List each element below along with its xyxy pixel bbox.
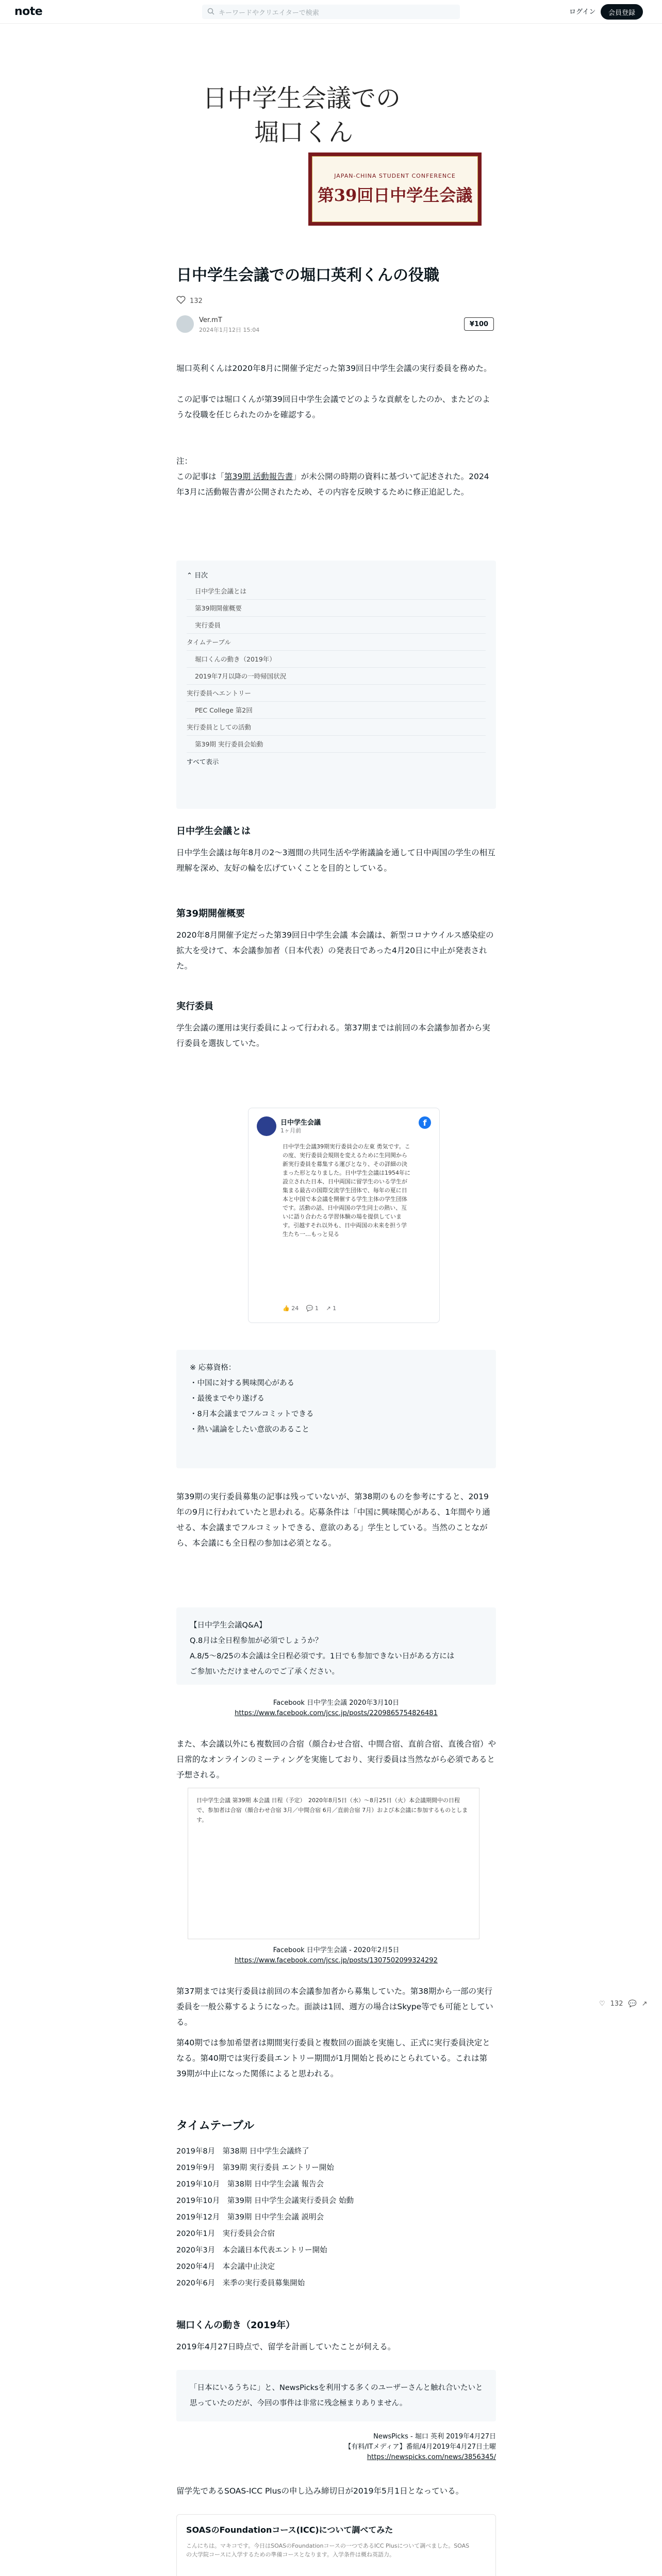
newspicks-quote — [176, 2370, 496, 2421]
section-body-committee: 学生会議の運用は実行委員によって行われる。第37期までは前回の本会議参加者から実行委員を選抜していた。 — [176, 1023, 490, 1048]
search-input[interactable] — [202, 5, 460, 19]
chevron-up-icon: ⌃ — [187, 572, 195, 580]
hero-title-line2: 堀口くん — [254, 118, 354, 147]
timeline-row: 2019年9月 第39期 実行委員 エントリー開始 — [176, 2164, 334, 2172]
note-text-a: この記事は「 — [176, 472, 225, 481]
newspicks-caption-link[interactable]: https://newspicks.com/news/3856345/ — [367, 2453, 496, 2461]
fb-avatar — [257, 1116, 276, 1136]
like-bar — [176, 296, 203, 306]
toc-heading[interactable] — [187, 570, 486, 580]
author-meta — [176, 315, 496, 336]
committee-paragraph-2: 第39期の実行委員募集の記事は残っていないが、第38期のものを参考にすると、2019年の9月に行われていたと思われる。応募条件は「中国に興味関心がある、1年間やり通せる、本会議までフルコミットできる、意欲のある」学生としている。当然のことながら、本会議にも全日程の参加は必須となる。 — [176, 1492, 490, 1548]
fb-caption-1-text: Facebook 日中学生会議 2020年3月10日 — [273, 1699, 400, 1707]
toc-item[interactable]: 第39期 実行委員会始動 — [187, 736, 486, 753]
newspicks-caption — [176, 2432, 496, 2463]
heart-icon[interactable]: ♡ — [599, 2000, 605, 2008]
qa-line: Q.8月は全日程参加が必須でしょうか？ — [190, 1637, 323, 1645]
fb-post-text: 日中学生会議39期実行委員会の左東 勇気です。この度、実行委員会規則を変えるために生同関から新実行委員を募集する運びとなり、その詳細の決まった形となりました。日中学生会議は1954年に設立された日本、日中両国に留学生のいる学生が集まる最古の国際交流学生団体で、毎年の夏に日本と中国で本会議を開催する学生主体の学生団体です。活動の話、日中両国の学生同士の熱い、互いに語り合わたる学習体験の場を提供しています。引越すそれ以外も、日中両国の未来を担う学生たち一…もっと見る — [283, 1143, 410, 1238]
like-count: 132 — [190, 297, 203, 305]
newspicks-caption-sub: 【有料/ITメディア】番組/4月2019年4月27日土曜 — [344, 2443, 496, 2451]
toc-item[interactable]: 第39期開催概要 — [187, 600, 486, 617]
section-title-2019: 堀口くんの動き（2019年） — [176, 2320, 295, 2331]
section-2019-paragraph-2: 留学先であるSOAS-ICC Plusの申し込み締切日が2019年5月1日となっている。 — [176, 2486, 464, 2496]
schedule-image: 日中学生会議 第39期 本会議 日程（予定） 2020年8月5日（水）〜8月25日（火）本会議期間中の日程で、参加者は合宿（顔合わせ合宿 3月／中間合宿 6月／直前合宿 7月）および本会議に参加するものとします。 — [188, 1788, 479, 1939]
recruit-line: ・最後までやり遂げる — [190, 1395, 264, 1403]
embed-card[interactable] — [176, 2514, 496, 2576]
recruit-line: ・8月本会議までフルコミットできる — [190, 1410, 314, 1418]
toc-item[interactable]: タイムテーブル — [187, 634, 486, 651]
comment-icon[interactable]: 💬 — [628, 2000, 637, 2008]
article-title: 日中学生会議での堀口英利くんの役職 — [176, 266, 439, 284]
timeline-row: 2019年12月 第39期 日中学生会議 説明会 — [176, 2213, 324, 2222]
qa-box — [176, 1607, 496, 1685]
timeline-list — [176, 2143, 496, 2292]
signup-button[interactable]: 会員登録 — [601, 4, 643, 20]
timeline-row: 2020年3月 本会議日本代表エントリー開始 — [176, 2246, 327, 2255]
fb-page-name[interactable]: 日中学生会議 — [280, 1119, 321, 1127]
price-badge[interactable]: ¥100 — [464, 317, 494, 331]
qa-line: 【日中学生会議Q&A】 — [190, 1621, 267, 1630]
report-link[interactable]: 第39期 活動報告書 — [224, 472, 293, 481]
toc-item[interactable]: 日中学生会議とは — [187, 583, 486, 600]
embed-card-title[interactable]: SOASのFoundationコース(ICC)について調べてみた — [186, 2525, 393, 2535]
timeline-row: 2020年4月 本会議中止決定 — [176, 2263, 275, 2271]
section-title-overview: 第39期開催概要 — [176, 908, 245, 919]
fb-caption-1 — [176, 1698, 496, 1719]
timeline-row: 2019年8月 第38期 日中学生会議終了 — [176, 2147, 309, 2156]
site-header — [0, 0, 662, 24]
note-text-b: 」が未公開の時期の資料に基づいて記述された。2024年3月に活動報告書が公開されたため、その内容を反映するために修正追記した。 — [176, 472, 489, 497]
table-of-contents — [176, 561, 496, 809]
toc-heading-label: 目次 — [194, 572, 208, 580]
badge-big-text: 第39回日中学生会議 — [317, 185, 473, 205]
toc-item[interactable]: 実行委員へエントリー — [187, 685, 486, 702]
newspicks-quote-text: 「日本にいるうちに」と、NewsPicksを利用する多くのユーザーさんと触れ合いたいと思っていたのだが、今回の事件は非常に残念極まりありません。 — [190, 2384, 483, 2408]
publish-date: 2024年1月12日 15:04 — [199, 327, 260, 333]
floating-like-count: 132 — [610, 2000, 623, 2008]
toc-item[interactable]: 実行委員 — [187, 617, 486, 634]
timeline-row: 2019年10月 第38期 日中学生会議 報告会 — [176, 2180, 324, 2189]
recruit-box — [176, 1350, 496, 1468]
search-icon — [207, 7, 214, 17]
qa-line: A.8/5〜8/25の本会議は全日程必須です。1日でも参加できない日がある方には — [190, 1652, 455, 1660]
author-name[interactable]: Ver.mT — [199, 316, 222, 324]
toc-show-all-button[interactable]: すべて表示 — [187, 758, 219, 766]
facebook-icon: f — [419, 1116, 431, 1129]
search-placeholder: キーワードやクリエイターで検索 — [219, 9, 319, 17]
fb-caption-2-link[interactable]: https://www.facebook.com/jcsc.jp/posts/1307502099324292 — [235, 1957, 438, 1964]
fb-caption-2 — [176, 1945, 496, 1966]
section-title-committee: 実行委員 — [176, 1001, 213, 1012]
facebook-embed[interactable] — [248, 1108, 440, 1323]
recruit-line: ・熱い議論をしたい意欲のあること — [190, 1426, 309, 1434]
hero-image — [0, 24, 662, 245]
fb-caption-1-link[interactable]: https://www.facebook.com/jcsc.jp/posts/2209865754826481 — [235, 1709, 438, 1717]
badge-small-text: JAPAN-CHINA STUDENT CONFERENCE — [334, 172, 456, 179]
timeline-row: 2019年10月 第39期 日中学生会議実行委員会 始動 — [176, 2197, 354, 2205]
note-label: 注： — [176, 456, 193, 466]
section-title-about: 日中学生会議とは — [176, 826, 251, 837]
note-logo[interactable]: note — [14, 5, 43, 18]
committee-paragraph-5: 第40期では参加希望者は期間実行委員と複数回の面談を実施し、正式に実行委員決定となる。第40期では実行委員エントリー期間が1月開始と長めにとられている。これは第39期が中止になった関係によると思われる。 — [176, 2038, 490, 2078]
recruit-line: ※ 応募資格： — [190, 1364, 236, 1372]
note-paragraph — [176, 469, 496, 500]
newspicks-caption-text: NewsPicks - 堀口 英利 2019年4月27日 — [373, 2433, 496, 2441]
fb-caption-2-text: Facebook 日中学生会議 - 2020年2月5日 — [273, 1946, 400, 1954]
toc-item[interactable]: 実行委員としての活動 — [187, 719, 486, 736]
conference-badge — [308, 152, 482, 226]
toc-item[interactable]: PEC College 第2回 — [187, 702, 486, 719]
share-icon[interactable]: ↗ — [641, 2000, 648, 2008]
toc-item[interactable]: 2019年7月以降の一時帰国状況 — [187, 668, 486, 685]
timeline-row: 2020年6月 来季の実行委員募集開始 — [176, 2279, 305, 2287]
intro-paragraph-1: 堀口英利くんは2020年8月に開催予定だった第39回日中学生会議の実行委員を務めた。 — [176, 364, 492, 373]
hero-title — [203, 81, 401, 149]
fb-post-time: 1ヶ月前 — [280, 1127, 301, 1134]
hero-title-line1: 日中学生会議での — [203, 84, 401, 113]
qa-line: ご参加いただけませんのでご了承ください。 — [190, 1668, 339, 1676]
fb-reactions: 👍 24 💬 1 ↗ 1 — [283, 1305, 337, 1312]
section-body-2019: 2019年4月27日時点で、留学を計画していたことが伺える。 — [176, 2342, 396, 2351]
login-link[interactable]: ログイン — [569, 8, 596, 16]
recruit-line: ・中国に対する興味関心がある — [190, 1379, 294, 1387]
committee-paragraph-4: 第37期までは実行委員は前回の本会議参加者から募集していた。第38期から一部の実行委員を一般公募するようになった。面談は1回、週方の場合はSkype等でも可能としている。 — [176, 1987, 493, 2027]
section-body-overview: 2020年8月開催予定だった第39回日中学生会議 本会議は、新型コロナウイルス感染症の拡大を受けて、本会議参加者（日本代表）の発表日であった4月20日に中止が発表された。 — [176, 930, 494, 971]
toc-item[interactable]: 堀口くんの動き（2019年） — [187, 651, 486, 668]
embed-card-desc: こんにちは。マキコです。今日はSOASのFoundationコースの一つであるICC Plusについて調べました。SOASの大学院コースに入学するための準備コースとなります。入学条件は概ね英語力。 — [186, 2543, 470, 2558]
section-title-timeline: タイムテーブル — [176, 2120, 255, 2132]
timeline-row: 2020年1月 実行委員会合宿 — [176, 2230, 275, 2238]
section-body-about: 日中学生会議は毎年8月の2〜3週間の共同生活や学術議論を通して日中両国の学生の相互理解を深め、友好の輪を広げていくことを目的としている。 — [176, 848, 495, 873]
intro-paragraph-2: この記事では堀口くんが第39回日中学生会議でどのような貢献をしたのか、またどのような役職を任じられたのかを確認する。 — [176, 395, 490, 419]
avatar[interactable] — [176, 315, 194, 333]
floating-tools — [599, 2000, 648, 2008]
committee-paragraph-3: また、本会議以外にも複数回の合宿（顔合わせ合宿、中間合宿、直前合宿、直後合宿）や日常的なオンラインのミーティングを実施しており、実行委員は当然ながら必須であると予想される。 — [176, 1739, 496, 1780]
heart-icon[interactable] — [176, 296, 186, 306]
